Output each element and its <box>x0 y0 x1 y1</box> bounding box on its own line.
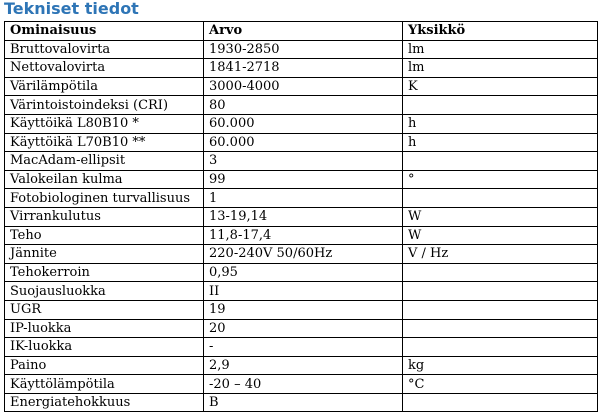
value-cell: 20 <box>204 319 403 338</box>
value-cell: 1930-2850 <box>204 40 403 59</box>
value-cell: II <box>204 282 403 301</box>
unit-cell: lm <box>403 40 598 59</box>
unit-cell: W <box>403 207 598 226</box>
value-cell: 60.000 <box>204 114 403 133</box>
unit-cell: °C <box>403 375 598 394</box>
spec-table-body <box>5 40 598 412</box>
table-row <box>5 245 598 264</box>
unit-cell <box>403 300 598 319</box>
property-cell: IK-luokka <box>5 338 204 357</box>
table-row <box>5 300 598 319</box>
value-cell: 3 <box>204 152 403 171</box>
unit-cell <box>403 152 598 171</box>
value-cell: 1841-2718 <box>204 59 403 78</box>
table-row <box>5 282 598 301</box>
value-cell: 99 <box>204 170 403 189</box>
property-cell: Bruttovalovirta <box>5 40 204 59</box>
property-cell: Teho <box>5 226 204 245</box>
property-cell: Värintoistoindeksi (CRI) <box>5 96 204 115</box>
value-cell: 1 <box>204 189 403 208</box>
property-cell: Nettovalovirta <box>5 59 204 78</box>
table-row <box>5 189 598 208</box>
unit-cell: h <box>403 114 598 133</box>
page-title: Tekniset tiedot <box>4 0 139 18</box>
property-cell: IP-luokka <box>5 319 204 338</box>
unit-cell: kg <box>403 356 598 375</box>
table-row <box>5 207 598 226</box>
table-row <box>5 226 598 245</box>
value-cell: -20 – 40 <box>204 375 403 394</box>
property-cell: Käyttölämpötila <box>5 375 204 394</box>
table-row <box>5 319 598 338</box>
unit-cell <box>403 282 598 301</box>
table-row <box>5 59 598 78</box>
column-header-property: Ominaisuus <box>5 22 204 41</box>
value-cell: 60.000 <box>204 133 403 152</box>
table-row <box>5 170 598 189</box>
property-cell: Tehokerroin <box>5 263 204 282</box>
unit-cell: W <box>403 226 598 245</box>
column-header-value: Arvo <box>204 22 403 41</box>
table-row <box>5 375 598 394</box>
value-cell: 13-19,14 <box>204 207 403 226</box>
unit-cell <box>403 189 598 208</box>
column-header-unit: Yksikkö <box>403 22 598 41</box>
value-cell: B <box>204 393 403 412</box>
property-cell: Käyttöikä L80B10 * <box>5 114 204 133</box>
unit-cell: V / Hz <box>403 245 598 264</box>
unit-cell <box>403 263 598 282</box>
value-cell: - <box>204 338 403 357</box>
table-row <box>5 96 598 115</box>
unit-cell: ° <box>403 170 598 189</box>
property-cell: Fotobiologinen turvallisuus <box>5 189 204 208</box>
table-row <box>5 133 598 152</box>
unit-cell <box>403 393 598 412</box>
value-cell: 2,9 <box>204 356 403 375</box>
spec-table <box>4 21 598 412</box>
table-row <box>5 40 598 59</box>
value-cell: 0,95 <box>204 263 403 282</box>
unit-cell <box>403 338 598 357</box>
unit-cell <box>403 96 598 115</box>
property-cell: MacAdam-ellipsit <box>5 152 204 171</box>
property-cell: Energiatehokkuus <box>5 393 204 412</box>
property-cell: Värilämpötila <box>5 77 204 96</box>
table-row <box>5 393 598 412</box>
table-row <box>5 338 598 357</box>
property-cell: Valokeilan kulma <box>5 170 204 189</box>
property-cell: Paino <box>5 356 204 375</box>
table-row <box>5 356 598 375</box>
table-row <box>5 114 598 133</box>
value-cell: 19 <box>204 300 403 319</box>
unit-cell: h <box>403 133 598 152</box>
header-row <box>5 22 598 41</box>
property-cell: Käyttöikä L70B10 ** <box>5 133 204 152</box>
value-cell: 3000-4000 <box>204 77 403 96</box>
value-cell: 11,8-17,4 <box>204 226 403 245</box>
unit-cell: lm <box>403 59 598 78</box>
spec-table-header <box>5 22 598 41</box>
property-cell: Virrankulutus <box>5 207 204 226</box>
value-cell: 80 <box>204 96 403 115</box>
unit-cell: K <box>403 77 598 96</box>
unit-cell <box>403 319 598 338</box>
table-row <box>5 152 598 171</box>
property-cell: Jännite <box>5 245 204 264</box>
table-row <box>5 77 598 96</box>
value-cell: 220-240V 50/60Hz <box>204 245 403 264</box>
table-row <box>5 263 598 282</box>
property-cell: Suojausluokka <box>5 282 204 301</box>
property-cell: UGR <box>5 300 204 319</box>
